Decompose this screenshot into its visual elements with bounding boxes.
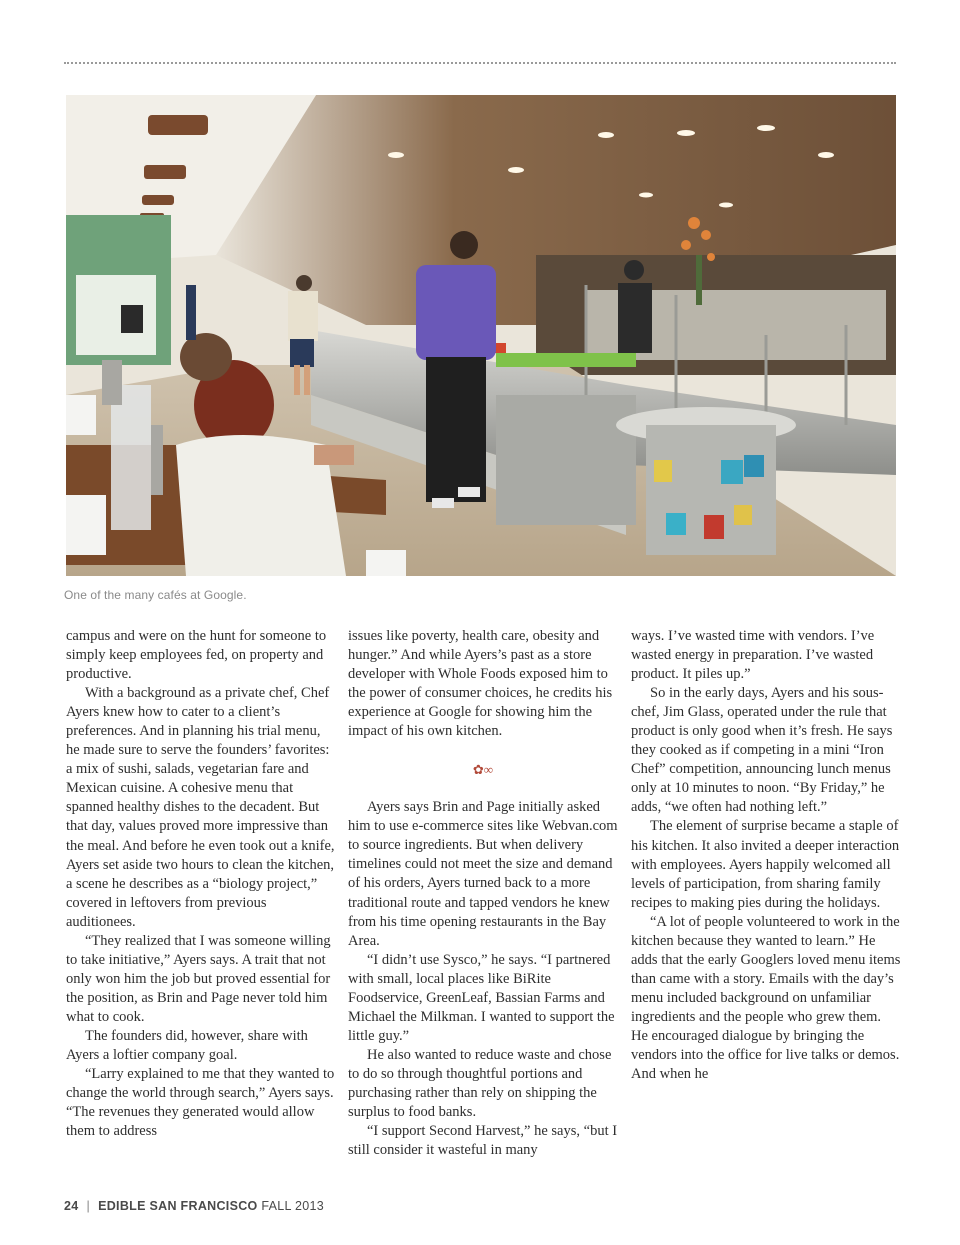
page-number: 24 bbox=[64, 1199, 79, 1213]
cafe-photo bbox=[66, 95, 896, 576]
issue-label: FALL 2013 bbox=[261, 1199, 325, 1213]
section-ornament: ✿∞ bbox=[472, 762, 494, 778]
paragraph: “I support Second Harvest,” he says, “but I still consider it wasteful in many bbox=[348, 1123, 618, 1159]
article-column-2 bbox=[348, 627, 618, 1160]
article-column-3 bbox=[631, 627, 901, 1084]
article-column-1 bbox=[66, 627, 336, 1141]
paragraph: issues like poverty, health care, obesity and hunger.” And while Ayers’s past as a store developer with Whole Foods exposed him to the power of consumer choices, he credits his experience at Google for showing him the impact of his own kitchen. bbox=[348, 628, 613, 740]
paragraph: He also wanted to reduce waste and chose to do so through thoughtful portions and purchasing rather than rely on shipping the surplus to food banks. bbox=[348, 1046, 612, 1121]
photo-caption: One of the many cafés at Google. bbox=[64, 588, 247, 602]
paragraph: “I didn’t use Sysco,” he says. “I partnered with small, local places like BiRite Foodservice, GreenLeaf, Bassian Farms and Michael the Milkman. I wanted to support the little guy.” bbox=[348, 951, 615, 1044]
paragraph: “Larry explained to me that they wanted to change the world through search,” Ayers says. “The revenues they generated would allow them to address bbox=[66, 1066, 335, 1140]
paragraph: campus and were on the hunt for someone to simply keep employees fed, on property and productive. bbox=[66, 628, 327, 683]
footer-separator: | bbox=[86, 1199, 91, 1213]
paragraph: With a background as a private chef, Chef Ayers knew how to cater to a client’s preferences. And in planning his trial menu, he made sure to serve the founders’ favorites: a mix of sushi, salads, vegetarian fare and Mexican cuisine. A cohesive menu that spanned healthy dishes to the decadent. But that day, values proved more impressive than the meal. And before he even took out a knife, Ayers set aside two hours to clean the kitchen, a scene he describes as a “biology project,” covered in leftovers from previous auditionees. bbox=[66, 685, 335, 930]
paragraph: “They realized that I was someone willing to take initiative,” Ayers says. A trait that not only won him the job but proved essential for the position, as Brin and Page never told him what to cook. bbox=[66, 932, 331, 1025]
paragraph: “A lot of people volunteered to work in the kitchen because they wanted to learn.” He adds that the early Googlers loved menu items than came with a story. Emails with the day’s menu included background on unfamiliar ingredients and the people who grew them. He encouraged dialogue by bringing the vendors into the office for live talks or demos. And when he bbox=[631, 913, 901, 1083]
magazine-name: EDIBLE SAN FRANCISCO bbox=[98, 1199, 258, 1213]
paragraph: So in the early days, Ayers and his sous-chef, Jim Glass, operated under the rule that product is only good when it’s fresh. He says they cooked as if competing in a mini “Iron Chef” competition, announcing lunch menus only at 10 minutes to noon. “By Friday,” he adds, “we often had nothing left.” bbox=[631, 685, 893, 816]
paragraph: The founders did, however, share with Ayers a loftier company goal. bbox=[66, 1027, 308, 1064]
paragraph: The element of surprise became a staple of his kitchen. It also invited a deeper interaction with employees. Ayers happily welcomed all levels of participation, from sharing family recipes to making pies during the holidays. bbox=[631, 818, 900, 911]
paragraph: ways. I’ve wasted time with vendors. I’ve wasted energy in preparation. I’ve wasted product. It piles up.” bbox=[631, 628, 875, 683]
paragraph: Ayers says Brin and Page initially asked him to use e-commerce sites like Webvan.com to source ingredients. But when delivery timelines could not meet the size and demand of his orders, Ayers turned back to a more traditional route and tapped vendors he knew from his time opening restaurants in the Bay Area. bbox=[348, 799, 618, 949]
top-dotted-rule bbox=[64, 62, 896, 64]
page-footer bbox=[64, 1199, 324, 1213]
